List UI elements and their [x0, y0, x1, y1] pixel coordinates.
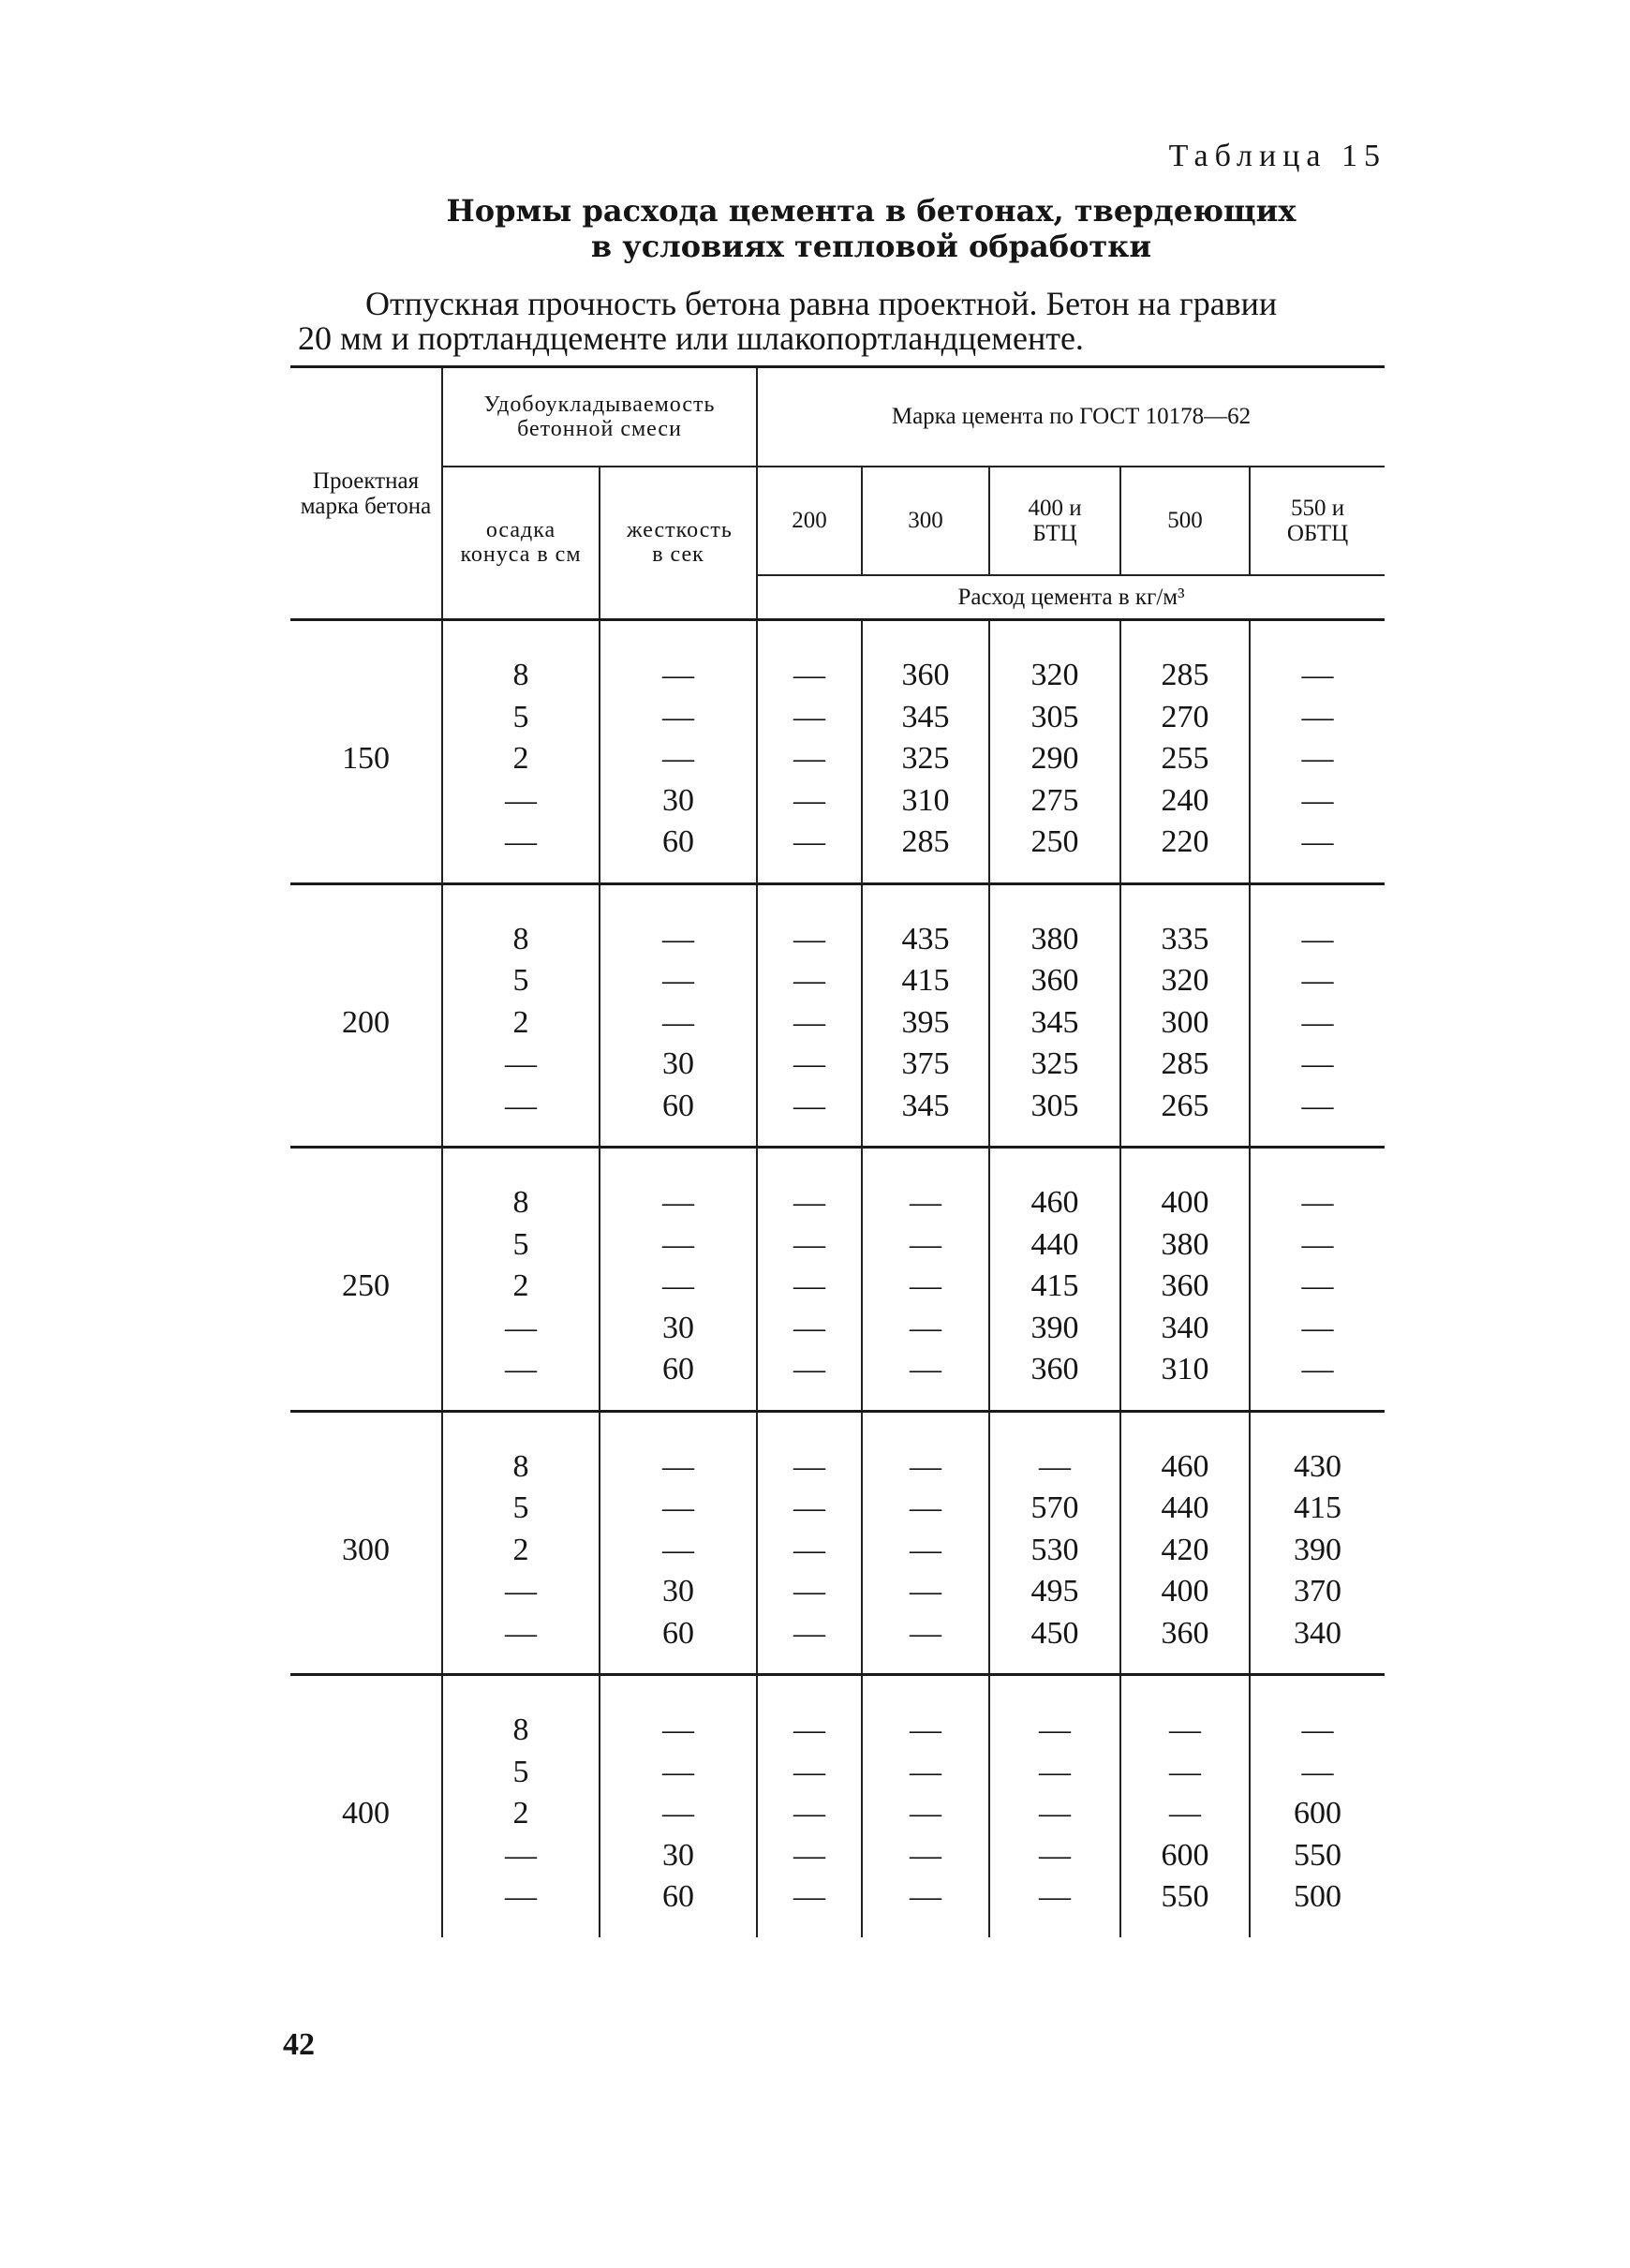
cell-grade-300: — [910, 1615, 942, 1651]
table-title-line-1: Нормы расхода цемента в бетонах, твердеющих [446, 193, 1297, 229]
cell-grade-400-btc: 360 [1030, 1352, 1079, 1386]
cell-grade-500: 335 [1161, 921, 1209, 956]
cell-grade-500: 310 [1161, 1352, 1209, 1386]
cell-grade-300: — [910, 1310, 942, 1345]
cell-grade-200: — [793, 1796, 826, 1831]
cell-grade-550-obtc: — [1301, 658, 1334, 692]
header-stiffness: жесткость в сек [600, 467, 757, 620]
cell-grade-200: — [793, 1046, 826, 1081]
cell-slump: 2 [512, 1268, 529, 1303]
cell-slump: 8 [512, 1185, 529, 1220]
cell-grade-200: — [793, 741, 826, 776]
cell-stiffness: 60 [662, 1088, 694, 1123]
cell-slump: — [505, 1837, 537, 1873]
cell-grade-550-obtc: — [1301, 1268, 1334, 1303]
cell-grade-550-obtc: 390 [1294, 1532, 1342, 1567]
cell-stiffness: — [662, 963, 694, 998]
cell-grade-550-obtc: — [1301, 699, 1334, 734]
header-grade-200: 200 [757, 467, 862, 575]
cell-grade-200: — [793, 1490, 826, 1525]
cell-grade-400-btc: — [1039, 1837, 1072, 1873]
cell-grade-550-obtc: 550 [1294, 1837, 1342, 1873]
cell-grade-500: 400 [1161, 1185, 1209, 1220]
cell-stiffness: 30 [662, 782, 694, 818]
cell-grade-300: — [910, 1532, 942, 1567]
cell-grade-400-btc: — [1039, 1754, 1072, 1789]
cell-grade-550-obtc: — [1301, 1088, 1334, 1123]
cell-slump: 2 [512, 1004, 529, 1040]
cell-stiffness: — [662, 1268, 694, 1303]
cell-grade-500: — [1169, 1712, 1202, 1747]
cell-stiffness: 30 [662, 1837, 694, 1873]
cell-grade-550-obtc: — [1301, 1352, 1334, 1386]
cell-slump: — [505, 824, 537, 859]
cell-grade-550-obtc: — [1301, 824, 1334, 859]
cell-slump: — [505, 1574, 537, 1608]
cell-grade-400-btc: 325 [1030, 1046, 1079, 1081]
cell-stiffness: — [662, 699, 694, 734]
cell-grade-400-btc: 345 [1030, 1004, 1079, 1040]
cell-grade-550-obtc: — [1301, 741, 1334, 776]
cell-slump: 5 [512, 699, 529, 734]
strength-value: 150 [342, 741, 390, 776]
cell-grade-200: — [793, 699, 826, 734]
note-line-1: Отпускная прочность бетона равна проектной. Бетон на гравии [365, 285, 1278, 322]
cell-grade-200: — [793, 1268, 826, 1303]
cement-consumption-table [290, 365, 1385, 1937]
cell-grade-500: 360 [1161, 1615, 1209, 1651]
cell-slump: — [505, 1879, 537, 1914]
cell-grade-400-btc: 415 [1030, 1268, 1079, 1303]
cell-grade-200: — [793, 1615, 826, 1651]
cell-grade-500: — [1169, 1754, 1202, 1789]
cell-grade-550-obtc: 415 [1294, 1490, 1342, 1525]
cell-grade-500: 440 [1161, 1490, 1209, 1525]
cell-slump: — [505, 1046, 537, 1081]
cell-slump: — [505, 782, 537, 818]
cell-grade-500: — [1169, 1796, 1202, 1831]
cell-grade-500: 220 [1161, 824, 1209, 859]
cell-grade-300: — [910, 1185, 942, 1220]
cell-grade-300: 310 [901, 782, 950, 818]
cell-grade-400-btc: 305 [1030, 1088, 1079, 1123]
cell-slump: 8 [512, 1712, 529, 1747]
cell-grade-200: — [793, 782, 826, 818]
table-title-line-2: в условиях тепловой обработки [590, 229, 1152, 264]
table-label: Таблица 15 [1168, 139, 1386, 173]
cell-grade-300: — [910, 1268, 942, 1303]
cell-grade-550-obtc: — [1301, 1046, 1334, 1081]
cell-stiffness: — [662, 741, 694, 776]
cell-grade-200: — [793, 1310, 826, 1345]
cell-grade-200: — [793, 1754, 826, 1789]
strength-value: 400 [342, 1796, 390, 1831]
cell-grade-200: — [793, 1837, 826, 1873]
header-workability: Удобоукладываемость бетонной смеси [442, 367, 757, 467]
cell-grade-300: — [910, 1352, 942, 1386]
cell-slump: — [505, 1088, 537, 1123]
table-group-row [290, 1411, 1385, 1675]
cell-grade-200: — [793, 1226, 826, 1262]
cell-grade-400-btc: 305 [1030, 699, 1079, 734]
cell-stiffness: — [662, 921, 694, 956]
table-group-row [290, 883, 1385, 1148]
table-group-row [290, 1148, 1385, 1412]
cell-grade-200: — [793, 658, 826, 692]
cell-grade-550-obtc: — [1301, 1004, 1334, 1040]
cell-slump: 5 [512, 1754, 529, 1789]
cell-grade-400-btc: 380 [1030, 921, 1079, 956]
cell-grade-550-obtc: — [1301, 1226, 1334, 1262]
cell-grade-200: — [793, 824, 826, 859]
table-group-row [290, 620, 1385, 884]
cell-grade-500: 600 [1161, 1837, 1209, 1873]
cell-grade-200: — [793, 1879, 826, 1914]
cell-grade-400-btc: 450 [1030, 1615, 1079, 1651]
cell-grade-300: — [910, 1226, 942, 1262]
cell-grade-400-btc: — [1039, 1448, 1072, 1484]
cell-stiffness: — [662, 1532, 694, 1567]
cell-grade-200: — [793, 1004, 826, 1040]
cell-stiffness: — [662, 1185, 694, 1220]
cell-grade-550-obtc: — [1301, 1754, 1334, 1789]
cell-grade-500: 380 [1161, 1226, 1209, 1262]
cell-stiffness: — [662, 1226, 694, 1262]
cell-grade-300: 345 [901, 1088, 950, 1123]
cell-grade-500: 340 [1161, 1310, 1209, 1345]
cell-stiffness: — [662, 1490, 694, 1525]
cell-grade-550-obtc: 340 [1294, 1615, 1342, 1651]
cell-grade-550-obtc: — [1301, 1712, 1334, 1747]
strength-value: 200 [342, 1004, 390, 1040]
page-number: 42 [283, 2027, 315, 2062]
cell-grade-500: 550 [1161, 1879, 1209, 1914]
cell-grade-500: 255 [1161, 741, 1209, 776]
cell-grade-400-btc: 290 [1030, 741, 1079, 776]
cell-stiffness: — [662, 1712, 694, 1747]
header-slump: осадка конуса в см [442, 467, 600, 620]
note-line-2: 20 мм и портландцементе или шлакопортландцементе. [298, 319, 1084, 357]
cell-stiffness: — [662, 1754, 694, 1789]
cell-grade-400-btc: — [1039, 1796, 1072, 1831]
cell-grade-300: 375 [901, 1046, 950, 1081]
cell-stiffness: — [662, 658, 694, 692]
cell-grade-300: — [910, 1837, 942, 1873]
cell-grade-300: 345 [901, 699, 950, 734]
header-grade-300: 300 [862, 467, 989, 575]
cell-grade-200: — [793, 1532, 826, 1567]
cell-slump: 5 [512, 1226, 529, 1262]
cell-grade-550-obtc: 600 [1294, 1796, 1342, 1831]
cell-slump: — [505, 1615, 537, 1651]
cell-grade-500: 270 [1161, 699, 1209, 734]
cell-grade-550-obtc: — [1301, 782, 1334, 818]
cell-stiffness: 30 [662, 1574, 694, 1608]
cell-grade-200: — [793, 963, 826, 998]
cell-grade-500: 360 [1161, 1268, 1209, 1303]
cell-grade-550-obtc: 500 [1294, 1879, 1342, 1914]
strength-value: 250 [342, 1268, 390, 1303]
cell-grade-200: — [793, 1352, 826, 1386]
header-grade-400-btc: 400 и БТЦ [989, 467, 1120, 575]
cell-grade-400-btc: — [1039, 1712, 1072, 1747]
strength-value: 300 [342, 1532, 390, 1567]
cell-stiffness: 60 [662, 824, 694, 859]
cell-grade-300: 415 [901, 963, 950, 998]
cell-stiffness: — [662, 1448, 694, 1484]
cell-slump: 2 [512, 1796, 529, 1831]
cell-grade-550-obtc: 430 [1294, 1448, 1342, 1484]
cell-grade-400-btc: 495 [1030, 1574, 1079, 1608]
cell-stiffness: 60 [662, 1879, 694, 1914]
cell-grade-300: 360 [901, 658, 950, 692]
cell-grade-200: — [793, 1088, 826, 1123]
cell-grade-500: 240 [1161, 782, 1209, 818]
cell-grade-500: 265 [1161, 1088, 1209, 1123]
cell-grade-300: — [910, 1712, 942, 1747]
cell-stiffness: 60 [662, 1352, 694, 1386]
header-grade-500: 500 [1120, 467, 1250, 575]
cell-grade-400-btc: 275 [1030, 782, 1079, 818]
cell-grade-550-obtc: — [1301, 1310, 1334, 1345]
cell-grade-300: — [910, 1796, 942, 1831]
cell-slump: 5 [512, 963, 529, 998]
cell-stiffness: 30 [662, 1046, 694, 1081]
cell-grade-500: 285 [1161, 658, 1209, 692]
cell-grade-400-btc: 530 [1030, 1532, 1079, 1567]
cell-slump: 8 [512, 921, 529, 956]
cell-grade-300: — [910, 1879, 942, 1914]
cell-slump: 8 [512, 658, 529, 692]
cell-grade-400-btc: 390 [1030, 1310, 1079, 1345]
cell-grade-550-obtc: — [1301, 963, 1334, 998]
cell-slump: 2 [512, 741, 529, 776]
cell-grade-500: 285 [1161, 1046, 1209, 1081]
cell-grade-550-obtc: — [1301, 921, 1334, 956]
cell-stiffness: — [662, 1796, 694, 1831]
header-cement-grade: Марка цемента по ГОСТ 10178—62 [757, 367, 1385, 467]
cell-grade-300: — [910, 1574, 942, 1608]
cell-grade-200: — [793, 1574, 826, 1608]
cell-grade-300: — [910, 1448, 942, 1484]
cell-grade-400-btc: 250 [1030, 824, 1079, 859]
cell-grade-500: 320 [1161, 963, 1209, 998]
header-grade-550-obtc: 550 и ОБТЦ [1250, 467, 1385, 575]
cell-grade-300: 325 [901, 741, 950, 776]
cell-grade-550-obtc: — [1301, 1185, 1334, 1220]
cell-grade-200: — [793, 1712, 826, 1747]
header-consumption-unit: Расход цемента в кг/м³ [757, 575, 1385, 620]
cell-grade-400-btc: — [1039, 1879, 1072, 1914]
cell-slump: — [505, 1310, 537, 1345]
cell-grade-400-btc: 320 [1030, 658, 1079, 692]
cell-slump: 2 [512, 1532, 529, 1567]
cell-grade-500: 400 [1161, 1574, 1209, 1608]
cell-stiffness: 60 [662, 1615, 694, 1651]
cell-grade-400-btc: 570 [1030, 1490, 1079, 1525]
table-group-row [290, 1675, 1385, 1937]
cell-slump: — [505, 1352, 537, 1386]
cell-grade-400-btc: 360 [1030, 963, 1079, 998]
cell-grade-500: 460 [1161, 1448, 1209, 1484]
cell-grade-400-btc: 440 [1030, 1226, 1079, 1262]
cell-grade-200: — [793, 921, 826, 956]
cell-grade-300: 395 [901, 1004, 950, 1040]
cell-stiffness: — [662, 1004, 694, 1040]
cell-grade-300: 285 [901, 824, 950, 859]
cell-stiffness: 30 [662, 1310, 694, 1345]
cell-slump: 5 [512, 1490, 529, 1525]
cell-grade-200: — [793, 1185, 826, 1220]
cell-grade-550-obtc: 370 [1294, 1574, 1342, 1608]
cell-grade-500: 300 [1161, 1004, 1209, 1040]
cell-grade-300: — [910, 1754, 942, 1789]
cell-grade-200: — [793, 1448, 826, 1484]
cell-grade-500: 420 [1161, 1532, 1209, 1567]
cell-grade-400-btc: 460 [1030, 1185, 1079, 1220]
cell-grade-300: 435 [901, 921, 950, 956]
cell-grade-300: — [910, 1490, 942, 1525]
cell-slump: 8 [512, 1448, 529, 1484]
header-strength: Проектная марка бетона [290, 367, 442, 620]
